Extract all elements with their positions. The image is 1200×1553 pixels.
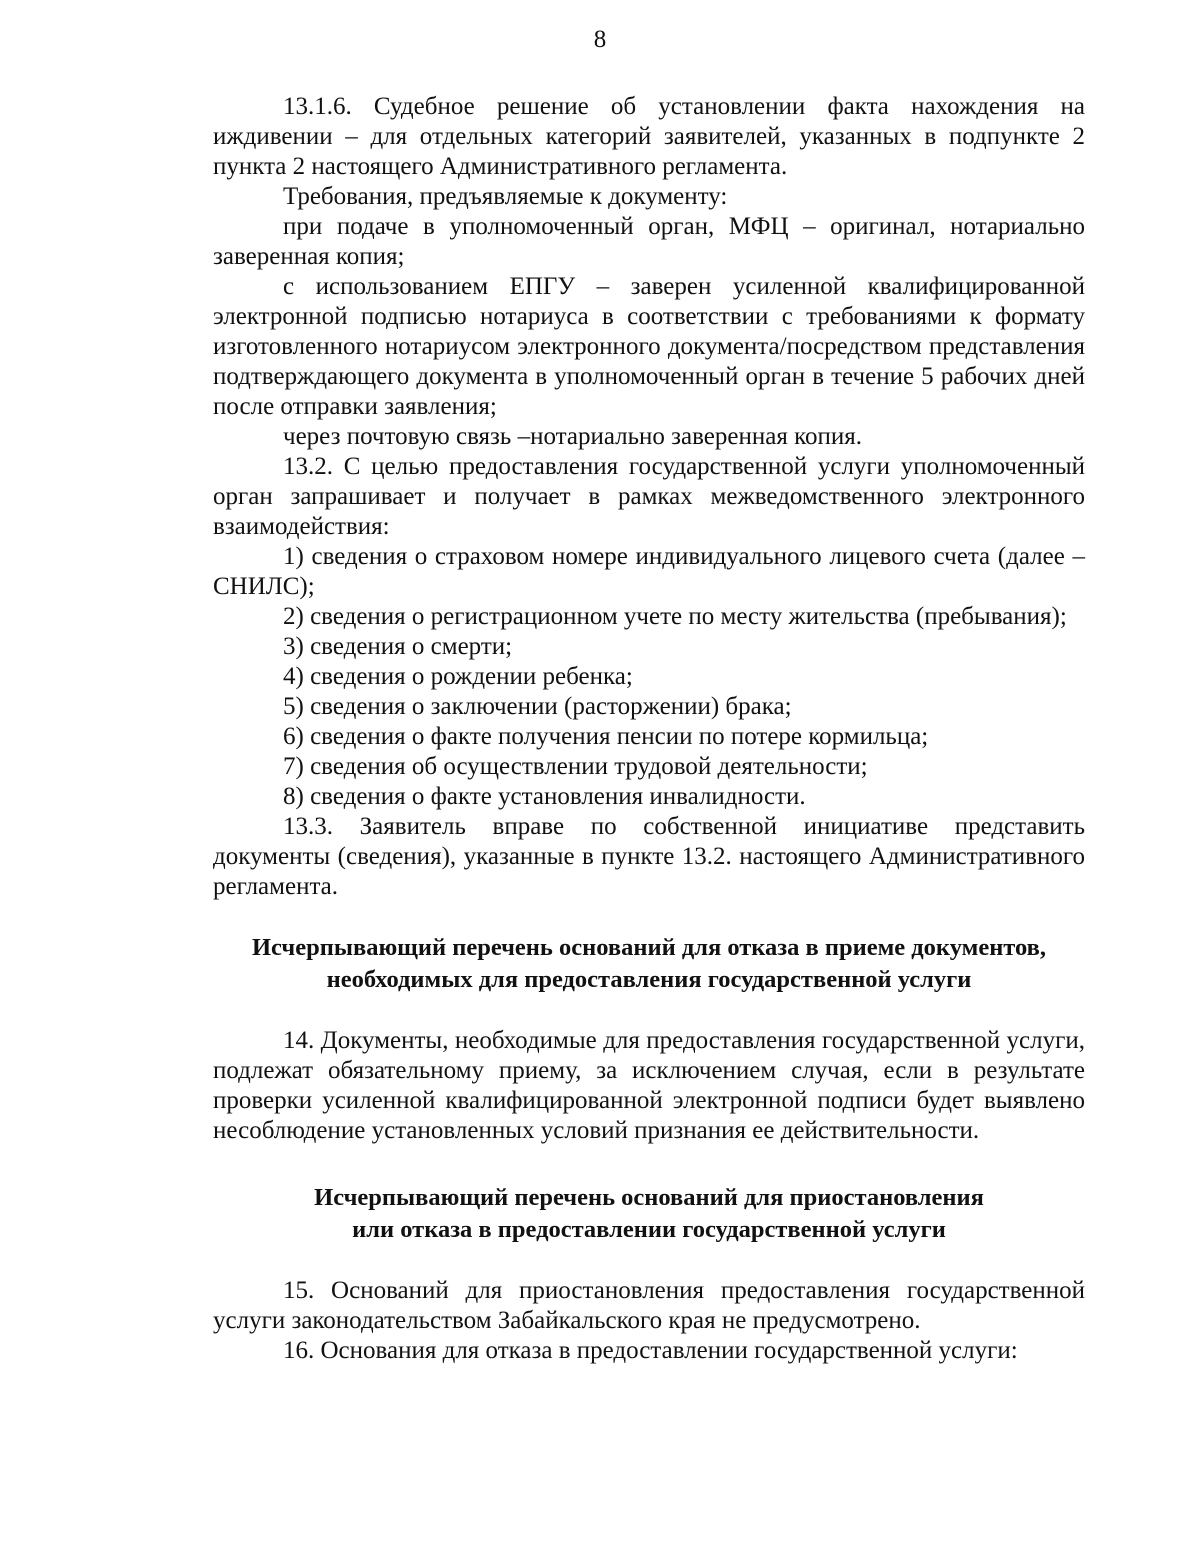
paragraph-submission-epgu: с использованием ЕПГУ – заверен усиленной квалифицированной электронной подписью нотариуса в соответствии с требованиями к формату изготовленного нотариусом электронного документа/посредством представления подтверждающего документа в уполномоченный орган в течение 5 рабочих дней после отправки заявления; [213,273,1085,420]
list-item-5: 5) сведения о заключении (расторжении) брака; [283,693,792,720]
section-heading-suspension-refusal [213,1182,1085,1246]
paragraph-requirements: Требования, предъявляемые к документу: [283,183,728,210]
heading-line: необходимых для предоставления государственной услуги [326,966,972,993]
section-heading-refusal-acceptance [213,932,1085,996]
heading-line: Исчерпывающий перечень оснований для приостановления [314,1184,984,1211]
list-item-6: 6) сведения о факте получения пенсии по потере кормильца; [283,723,929,750]
heading-line: или отказа в предоставлении государственной услуги [352,1216,946,1243]
document-body [213,92,1085,1366]
paragraph-14: 14. Документы, необходимые для предоставления государственной услуги, подлежат обязательному приему, за исключением случая, если в результате проверки усиленной квалифицированной электронной подписи будет выявлено несоблюдение установленных условий признания ее действительности. [213,1027,1085,1144]
paragraph-15: 15. Оснований для приостановления предоставления государственной услуги законодательством Забайкальского края не предусмотрено. [213,1277,1085,1334]
list-item-7: 7) сведения об осуществлении трудовой деятельности; [283,753,868,780]
list-item-1: 1) сведения о страховом номере индивидуального лицевого счета (далее – СНИЛС); [213,543,1085,600]
list-item-2: 2) сведения о регистрационном учете по месту жительства (пребывания); [283,603,1067,630]
heading-line: Исчерпывающий перечень оснований для отказа в приеме документов, [251,934,1047,961]
paragraph-submission-post: через почтовую связь –нотариально заверенная копия. [283,423,862,450]
page-number: 8 [593,26,607,53]
list-item-4: 4) сведения о рождении ребенка; [283,663,633,690]
paragraph-16: 16. Основания для отказа в предоставлении государственной услуги: [283,1337,1018,1364]
paragraph-submission-office: при подаче в уполномоченный орган, МФЦ – оригинал, нотариально заверенная копия; [213,213,1085,270]
paragraph-13-2: 13.2. С целью предоставления государственной услуги уполномоченный орган запрашивает и получает в рамках межведомственного электронного взаимодействия: [213,453,1085,540]
list-item-8: 8) сведения о факте установления инвалидности. [283,783,806,810]
list-item-3: 3) сведения о смерти; [283,633,513,660]
paragraph-13-3: 13.3. Заявитель вправе по собственной инициативе представить документы (сведения), указанные в пункте 13.2. настоящего Административного регламента. [213,813,1085,900]
paragraph-13-1-6: 13.1.6. Судебное решение об установлении факта нахождения на иждивении – для отдельных категорий заявителей, указанных в подпункте 2 пункта 2 настоящего Административного регламента. [213,93,1085,180]
